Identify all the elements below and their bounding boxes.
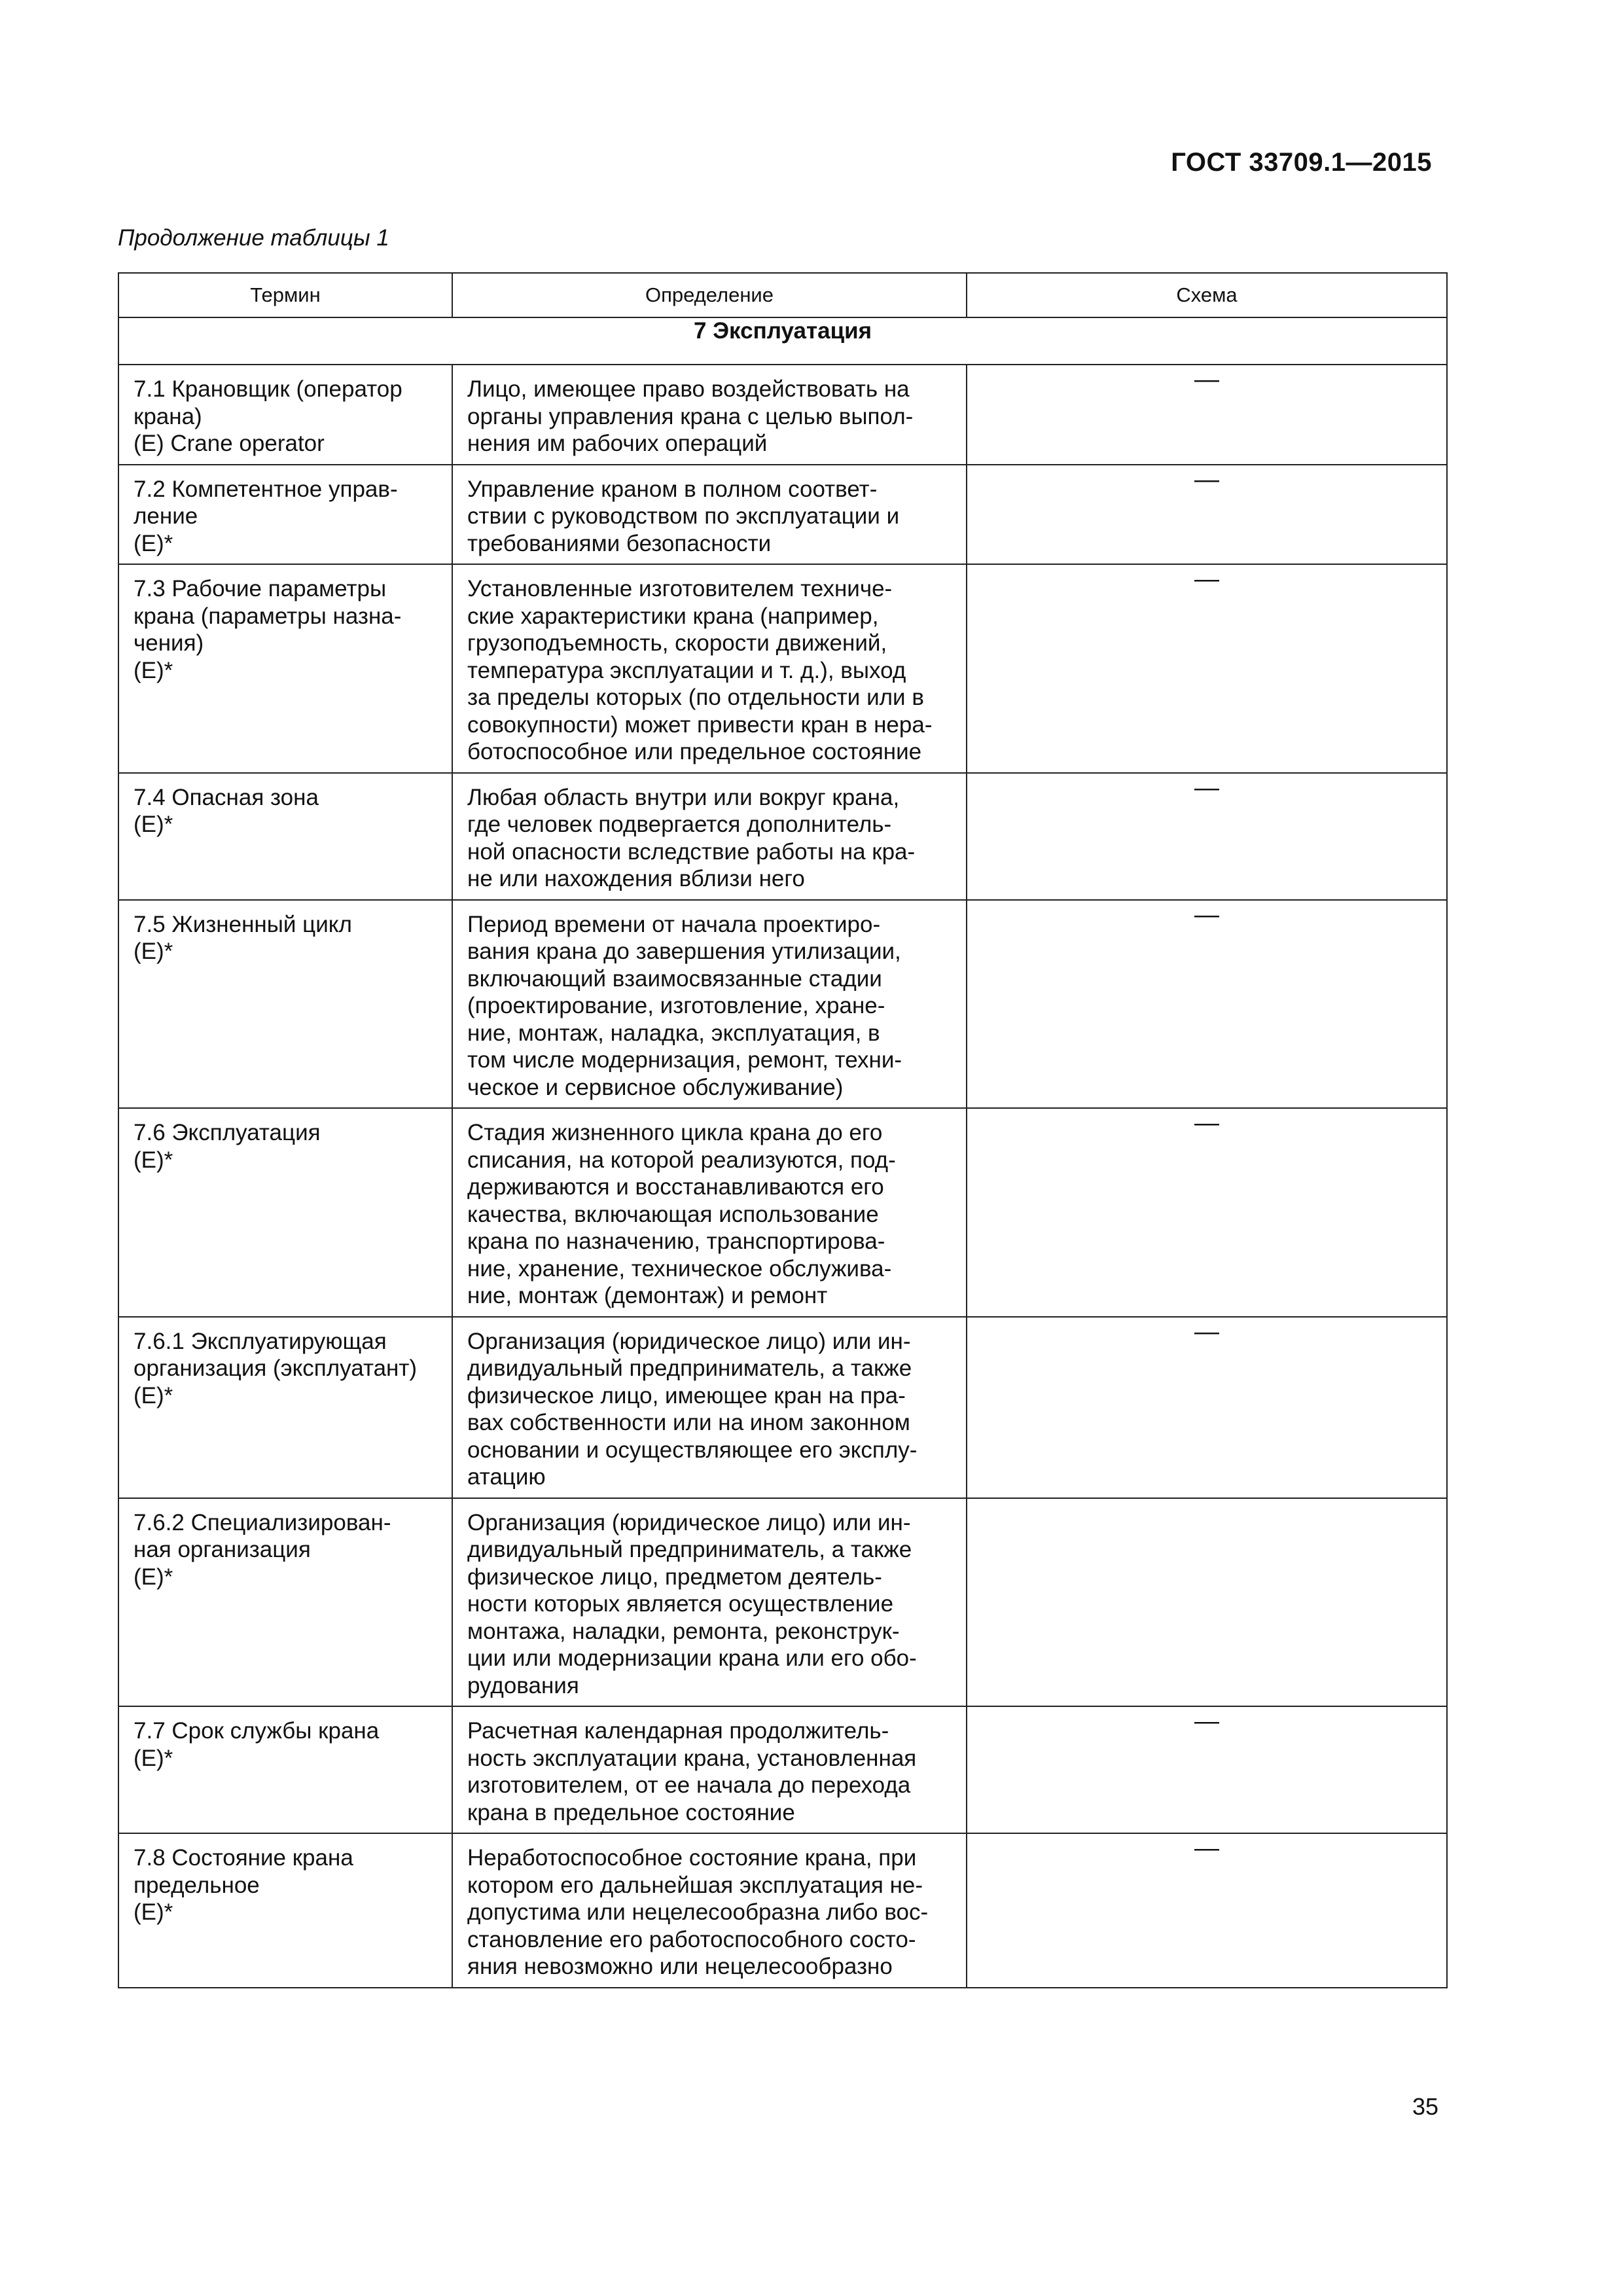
term-cell-line: (E)* — [134, 530, 173, 556]
definition-cell-line: температура эксплуатации и т. д.), выход — [467, 657, 906, 683]
definition-cell-line: дивидуальный предприниматель, а также — [467, 1355, 912, 1381]
term-cell-line: (E)* — [134, 1745, 173, 1771]
term-cell-line: (E)* — [134, 1564, 173, 1590]
definition-cell-line: Неработоспособное состояние крана, при — [467, 1845, 917, 1871]
definition-cell-line: включающий взаимосвязанные стадии — [467, 965, 882, 992]
term-cell-line: крана (параметры назна- — [134, 603, 402, 629]
definition-cell-line: держиваются и восстанавливаются его — [467, 1174, 884, 1200]
definition-cell-line: Управление краном в полном соответ- — [467, 476, 878, 502]
term-cell-line: 7.7 Срок службы крана — [134, 1718, 380, 1744]
term-cell-line: чения) — [134, 630, 204, 656]
definition-cell-line: вах собственности или на ином законном — [467, 1410, 910, 1435]
scheme-cell: — — [967, 564, 1447, 773]
table-row — [118, 1706, 1447, 1833]
definition-cell-line: грузоподъемность, скорости движений, — [467, 630, 887, 656]
definition-cell-line: за пределы которых (по отдельности или в — [467, 685, 924, 710]
definition-cell-line: ной опасности вследствие работы на кра- — [467, 838, 916, 865]
definition-cell — [452, 900, 967, 1109]
definition-cell-line: ности которых является осуществление — [467, 1591, 894, 1617]
definition-cell-line: котором его дальнейшая эксплуатация не- — [467, 1872, 923, 1898]
definition-cell-line: том числе модернизация, ремонт, техни- — [467, 1047, 902, 1073]
definition-cell-line: монтажа, наладки, ремонта, реконструк- — [467, 1618, 900, 1644]
term-cell-line: 7.4 Опасная зона — [134, 784, 319, 810]
term-cell-line: крана) — [134, 403, 202, 429]
definition-cell-line: становление его работоспособного состо- — [467, 1926, 916, 1952]
term-cell-line: (E)* — [134, 657, 173, 683]
term-cell-line: ная организация — [134, 1537, 311, 1562]
table-caption: Продолжение таблицы 1 — [118, 225, 389, 251]
term-cell-line: (E)* — [134, 1382, 173, 1408]
definition-cell-line: Стадия жизненного цикла крана до его — [467, 1120, 883, 1145]
definition-cell-line: нения им рабочих операций — [467, 431, 768, 456]
definition-cell-line: физическое лицо, предметом деятель- — [467, 1564, 882, 1590]
table-row — [118, 564, 1447, 773]
definition-cell-line: совокупности) может привести кран в нера- — [467, 711, 933, 738]
table-row — [118, 1108, 1447, 1317]
column-header-definition: Определение — [452, 273, 967, 317]
definition-cell-line: органы управления крана с целью выпол- — [467, 403, 914, 429]
definition-cell-line: Установленные изготовителем техниче- — [467, 576, 893, 601]
table-row — [118, 1833, 1447, 1988]
terms-table — [118, 272, 1448, 1988]
definition-cell-line: требованиями безопасности — [467, 530, 772, 556]
term-cell — [118, 465, 452, 565]
scheme-cell: — — [967, 1108, 1447, 1317]
definition-cell-line: где человек подвергается дополнитель- — [467, 812, 892, 837]
term-cell-line: (E) Crane operator — [134, 431, 325, 456]
scheme-cell: — — [967, 1833, 1447, 1988]
term-cell — [118, 773, 452, 900]
definition-cell-line: вания крана до завершения утилизации, — [467, 939, 901, 964]
definition-cell-line: ние, монтаж (демонтаж) и ремонт — [467, 1283, 828, 1308]
definition-cell-line: крана в предельное состояние — [467, 1799, 795, 1825]
definition-cell-line: основании и осуществляющее его эксплу- — [467, 1437, 918, 1463]
definition-cell — [452, 465, 967, 565]
definition-cell-line: Период времени от начала проектиро- — [467, 911, 881, 937]
definition-cell — [452, 1498, 967, 1707]
definition-cell-line: ции или модернизации крана или его обо- — [467, 1645, 917, 1671]
term-cell-line: 7.3 Рабочие параметры — [134, 576, 387, 601]
definition-cell-line: яния невозможно или нецелесообразно — [467, 1954, 893, 1979]
definition-cell-line: Лицо, имеющее право воздействовать на — [467, 376, 910, 402]
definition-cell-line: атацию — [467, 1464, 546, 1490]
definition-cell-line: Организация (юридическое лицо) или ин- — [467, 1509, 911, 1535]
term-cell-line: 7.8 Состояние крана — [134, 1845, 353, 1871]
scheme-cell: — — [967, 1317, 1447, 1498]
term-cell — [118, 564, 452, 773]
definition-cell-line: рудования — [467, 1672, 579, 1698]
definition-cell-line: списания, на которой реализуются, под- — [467, 1147, 896, 1173]
definition-cell-line: Расчетная календарная продолжитель- — [467, 1718, 889, 1744]
definition-cell — [452, 365, 967, 465]
definition-cell-line: изготовителем, от ее начала до перехода — [467, 1772, 911, 1798]
column-header-term: Термин — [118, 273, 452, 317]
definition-cell — [452, 1317, 967, 1498]
table-row — [118, 1498, 1447, 1707]
scheme-cell: — — [967, 900, 1447, 1109]
column-header-scheme: Схема — [967, 273, 1447, 317]
definition-cell-line: ческое и сервисное обслуживание) — [467, 1074, 844, 1100]
definition-cell-line: (проектирование, изготовление, хране- — [467, 993, 885, 1018]
scheme-cell: — — [967, 1706, 1447, 1833]
term-cell — [118, 1317, 452, 1498]
scheme-cell: — — [967, 365, 1447, 465]
definition-cell-line: качества, включающая использование — [467, 1201, 879, 1227]
table-row — [118, 365, 1447, 465]
term-cell — [118, 1833, 452, 1988]
definition-cell — [452, 1108, 967, 1317]
page-number: 35 — [1412, 2093, 1438, 2120]
term-cell-line: 7.2 Компетентное управ- — [134, 476, 398, 502]
term-cell-line: 7.6 Эксплуатация — [134, 1120, 321, 1145]
definition-cell-line: Организация (юридическое лицо) или ин- — [467, 1328, 911, 1354]
section-row — [118, 317, 1447, 365]
definition-cell-line: ботоспособное или предельное состояние — [467, 739, 922, 764]
table-row — [118, 900, 1447, 1109]
term-cell-line: 7.6.2 Специализирован- — [134, 1509, 391, 1535]
term-cell-line: (E)* — [134, 939, 173, 964]
definition-cell-line: ские характеристики крана (например, — [467, 603, 879, 629]
definition-cell-line: ность эксплуатации крана, установленная — [467, 1745, 917, 1771]
definition-cell-line: не или нахождения вблизи него — [467, 866, 805, 891]
term-cell — [118, 365, 452, 465]
definition-cell — [452, 564, 967, 773]
scheme-cell — [967, 1498, 1447, 1707]
scheme-cell: — — [967, 773, 1447, 900]
definition-cell-line: Любая область внутри или вокруг крана, — [467, 784, 900, 810]
term-cell — [118, 900, 452, 1109]
term-cell-line: 7.5 Жизненный цикл — [134, 911, 352, 937]
term-cell-line: организация (эксплуатант) — [134, 1355, 418, 1381]
scheme-cell: — — [967, 465, 1447, 565]
term-cell-line: (E)* — [134, 1147, 173, 1173]
definition-cell-line: допустима или нецелесообразна либо вос- — [467, 1899, 929, 1925]
definition-cell-line: ние, хранение, техническое обслужива- — [467, 1255, 892, 1282]
table-header-row — [118, 273, 1447, 317]
document-code: ГОСТ 33709.1—2015 — [1171, 148, 1432, 177]
definition-cell-line: дивидуальный предприниматель, а также — [467, 1537, 912, 1562]
term-cell-line: (E)* — [134, 812, 173, 837]
term-cell — [118, 1498, 452, 1707]
definition-cell-line: ние, монтаж, наладка, эксплуатация, в — [467, 1020, 880, 1046]
term-cell-line: ление — [134, 503, 198, 529]
table-row — [118, 1317, 1447, 1498]
table-row — [118, 465, 1447, 565]
section-title: 7 Эксплуатация — [118, 317, 1447, 365]
term-cell-line: 7.6.1 Эксплуатирующая — [134, 1328, 387, 1354]
term-cell-line: предельное — [134, 1872, 260, 1898]
definition-cell-line: физическое лицо, имеющее кран на пра- — [467, 1382, 906, 1408]
table-row — [118, 773, 1447, 900]
definition-cell-line: ствии с руководством по эксплуатации и — [467, 503, 900, 529]
term-cell-line: (E)* — [134, 1899, 173, 1925]
term-cell-line: 7.1 Крановщик (оператор — [134, 376, 402, 402]
definition-cell — [452, 1833, 967, 1988]
term-cell — [118, 1706, 452, 1833]
term-cell — [118, 1108, 452, 1317]
definition-cell-line: крана по назначению, транспортирова- — [467, 1229, 885, 1254]
definition-cell — [452, 1706, 967, 1833]
definition-cell — [452, 773, 967, 900]
